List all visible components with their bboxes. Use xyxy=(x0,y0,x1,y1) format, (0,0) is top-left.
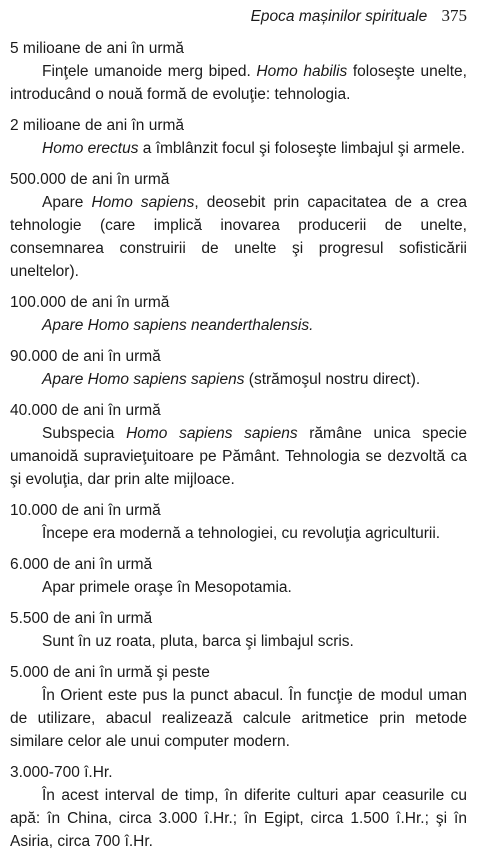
entry-text xyxy=(10,314,467,337)
entry-text xyxy=(10,684,467,753)
entry-text xyxy=(10,422,467,491)
entry-date: 10.000 de ani în urmă xyxy=(10,502,161,519)
page-content xyxy=(10,38,467,862)
running-header xyxy=(251,6,467,26)
entry-text xyxy=(10,630,467,653)
entry-text xyxy=(10,784,467,853)
italic-term: Homo sapiens sapiens xyxy=(126,425,298,442)
page-number: 375 xyxy=(441,6,467,25)
text-run: , deosebit prin capacitatea de a crea tehnologie (care implică inovarea producerii de unelte, consemnarea construirii de unelte şi progresul sofisticării uneltelor). xyxy=(10,194,467,280)
timeline-entry xyxy=(10,662,467,753)
entry-text xyxy=(10,368,467,391)
entry-date: 5.000 de ani în urmă şi peste xyxy=(10,664,210,681)
entry-text xyxy=(10,137,467,160)
running-title: Epoca mașinilor spirituale xyxy=(250,8,428,25)
text-run: rămâne unica specie umanoidă supravieţuitoare pe Pământ. Tehnologia se dezvoltă ca şi evoluţia, dar prin alte mijloace. xyxy=(10,425,467,488)
text-run: Sunt în uz roata, pluta, barca şi limbajul scris. xyxy=(42,633,354,650)
italic-term: Homo erectus xyxy=(42,140,139,157)
entry-text xyxy=(10,522,467,545)
timeline-entry xyxy=(10,346,467,391)
entry-date: 3.000-700 î.Hr. xyxy=(10,764,113,781)
entry-date: 6.000 de ani în urmă xyxy=(10,556,153,573)
text-run: Finţele umanoide merg biped. xyxy=(42,63,257,80)
entry-text xyxy=(10,576,467,599)
text-run: Începe era modernă a tehnologiei, cu revoluţia agriculturii. xyxy=(42,525,441,542)
timeline-entry xyxy=(10,500,467,545)
entry-date: 5 milioane de ani în urmă xyxy=(10,40,185,57)
entry-date: 5.500 de ani în urmă xyxy=(10,610,153,627)
italic-term: Apare Homo sapiens neanderthalensis. xyxy=(42,317,314,334)
entry-date: 500.000 de ani în urmă xyxy=(10,171,170,188)
timeline-entry xyxy=(10,169,467,283)
text-run: foloseşte unelte, introducând o nouă formă de evoluţie: tehnologia. xyxy=(10,63,467,103)
entry-date: 2 milioane de ani în urmă xyxy=(10,117,185,134)
entry-text xyxy=(10,60,467,106)
text-run: Apar primele oraşe în Mesopotamia. xyxy=(42,579,292,596)
text-run: În acest interval de timp, în diferite culturi apar ceasurile cu apă: în China, circa 3.000 î.Hr.; în Egipt, circa 1.500 î.Hr.; şi în Asiria, circa 700 î.Hr. xyxy=(10,787,467,850)
timeline-entry xyxy=(10,38,467,106)
timeline-entry xyxy=(10,115,467,160)
italic-term: Homo habilis xyxy=(256,63,348,80)
entry-date: 40.000 de ani în urmă xyxy=(10,402,161,419)
text-run: În Orient este pus la punct abacul. În funcţie de modul uman de utilizare, abacul realizează calcule aritmetice prin metode similare celor ale unui computer modern. xyxy=(10,687,467,750)
timeline-entry xyxy=(10,292,467,337)
entry-date: 90.000 de ani în urmă xyxy=(10,348,161,365)
text-run: a îmblânzit focul şi foloseşte limbajul şi armele. xyxy=(138,140,465,157)
italic-term: Homo sapiens xyxy=(91,194,195,211)
timeline-entry xyxy=(10,762,467,853)
text-run: (strămoşul nostru direct). xyxy=(244,371,421,388)
timeline-entry xyxy=(10,608,467,653)
timeline-entry xyxy=(10,554,467,599)
timeline-entry xyxy=(10,400,467,491)
italic-term: Apare Homo sapiens sapiens xyxy=(42,371,245,388)
entry-date: 100.000 de ani în urmă xyxy=(10,294,170,311)
text-run: Subspecia xyxy=(42,425,127,442)
entry-text xyxy=(10,191,467,283)
text-run: Apare xyxy=(42,194,92,211)
